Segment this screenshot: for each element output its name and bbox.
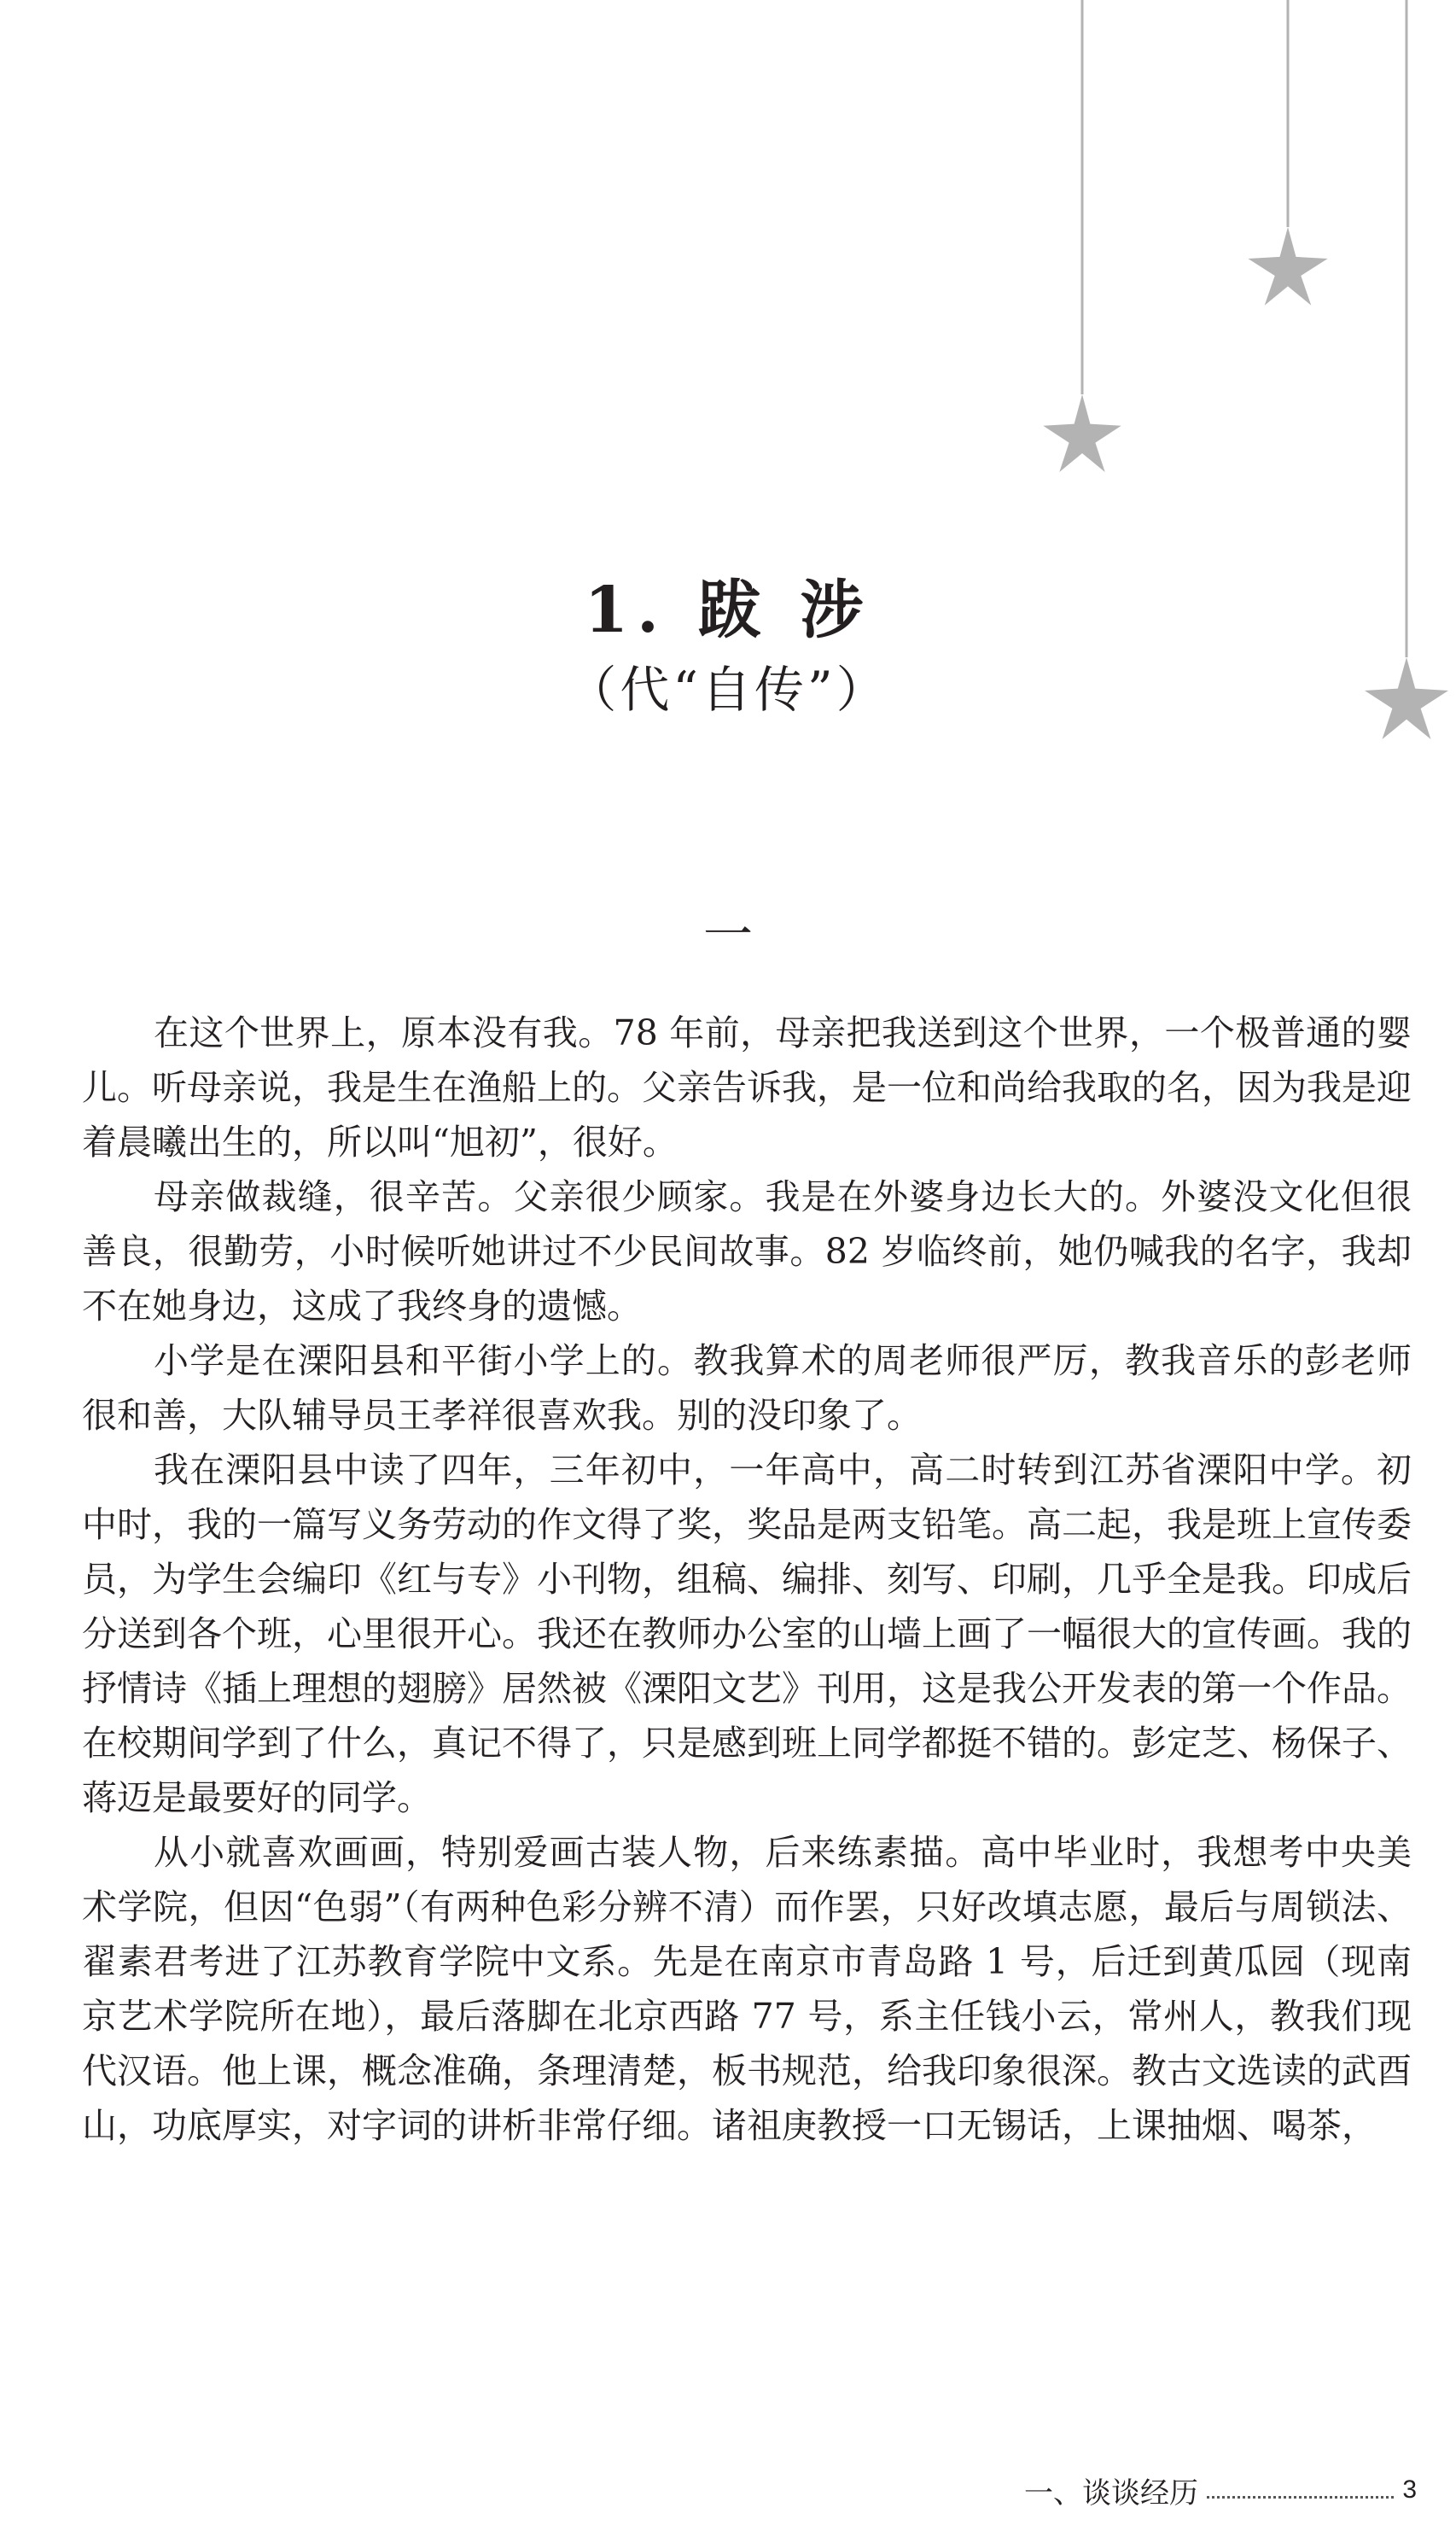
- page-number: 3: [1402, 2476, 1417, 2504]
- chapter-subtitle: （代“自传”）: [567, 661, 889, 719]
- page-footer: [1024, 2469, 1417, 2511]
- star-icon: [1043, 394, 1121, 472]
- hanging-stars-decoration: [0, 0, 1456, 768]
- paragraph: 母亲做裁缝，很辛苦。父亲很少顾家。我是在外婆身边长大的。外婆没文化但很善良，很勤劳，小时候听她讲过不少民间故事。82 岁临终前，她仍喊我的名字，我却不在她身边，这成了我终身的遗憾。: [82, 1176, 1412, 1327]
- body-text: [82, 1006, 1412, 2153]
- paragraph: 从小就喜欢画画，特别爱画古装人物，后来练素描。高中毕业时，我想考中央美术学院，但因“色弱”（有两种色彩分辨不清）而作罢，只好改填志愿，最后与周锁法、翟素君考进了江苏教育学院中文系。先是在南京市青岛路 1 号，后迁到黄瓜园（现南京艺术学院所在地），最后落脚在北京西路 77 号，系主任钱小云，常州人，教我们现代汉语。他上课，概念准确，条理清楚，板书规范，给我印象很深。教古文选读的武酉山，功底厚实，对字词的讲析非常仔细。诸祖庚教授一口无锡话，上课抽烟、喝茶，: [82, 1832, 1412, 2146]
- star-icon: [1248, 227, 1327, 306]
- paragraph: 在这个世界上，原本没有我。78 年前，母亲把我送到这个世界，一个极普通的婴儿。听母亲说，我是生在渔船上的。父亲告诉我，是一位和尚给我取的名，因为我是迎着晨曦出生的，所以叫“旭初”，很好。: [82, 1012, 1412, 1163]
- paragraph: 我在溧阳县中读了四年，三年初中，一年高中，高二时转到江苏省溧阳中学。初中时，我的一篇写义务劳动的作文得了奖，奖品是两支铅笔。高二起，我是班上宣传委员，为学生会编印《红与专》小刊物，组稿、编排、刻写、印刷，几乎全是我。印成后分送到各个班，心里很开心。我还在教师办公室的山墙上画了一幅很大的宣传画。我的抒情诗《插上理想的翅膀》居然被《溧阳文艺》刊用，这是我公开发表的第一个作品。在校期间学到了什么，真记不得了，只是感到班上同学都挺不错的。彭定芝、杨保子、蒋迈是最要好的同学。: [82, 1449, 1412, 1818]
- section-number: 一: [702, 906, 753, 964]
- footer-leader-dots: [1207, 2496, 1394, 2499]
- paragraph: 小学是在溧阳县和平街小学上的。教我算术的周老师很严厉，教我音乐的彭老师很和善，大队辅导员王孝祥很喜欢我。别的没印象了。: [82, 1340, 1412, 1436]
- chapter-title: 1. 跋 涉: [584, 574, 872, 647]
- footer-section-label: 一、谈谈经历: [1024, 2476, 1198, 2511]
